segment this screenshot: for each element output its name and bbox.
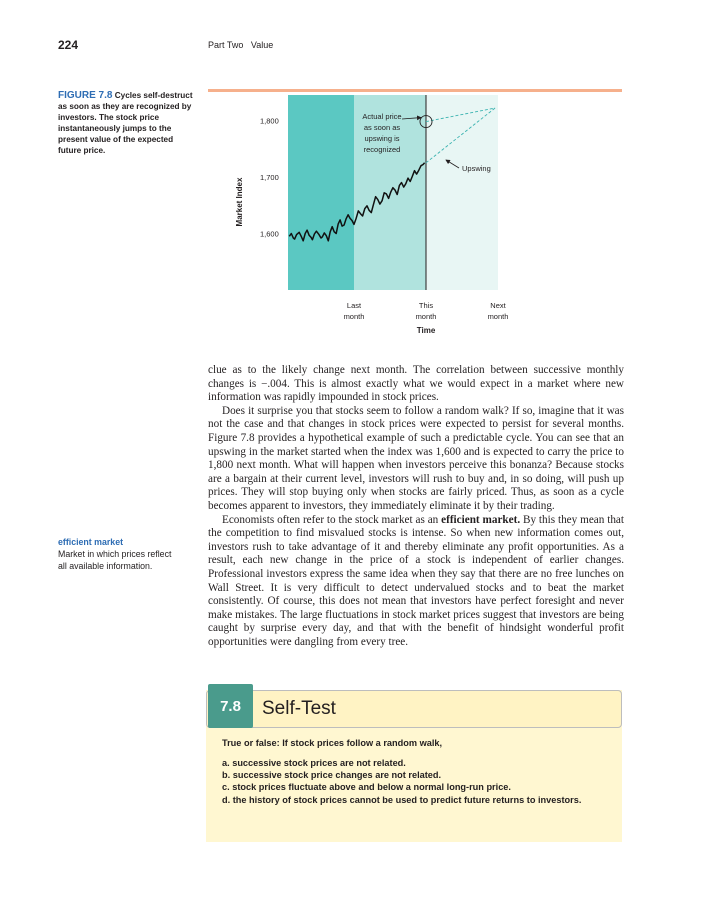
y-tick-label: 1,600 xyxy=(260,229,279,239)
section-label: Value xyxy=(250,40,274,50)
self-test-options xyxy=(222,757,614,806)
figure-caption xyxy=(58,90,198,156)
x-tick-label: month xyxy=(415,312,437,321)
paragraph: Does it surprise you that stocks seem to follow a random walk? If so, imagine that it was not the case and that changes in stock prices were expected to persist for several months. Figure 7.8 provides a hypothetical example of such a predictable cycle. You can see that an upswing in the market started when the index was 1,600 and is expected to carry the price to 1,800 next month. What will happen when investors perceive this bonanza? Because stocks are a bargain at their current level, investors will rush to buy and, in so doing, will push up prices. They will stop buying only when stocks are fairly priced. Thus, as soon as a cycle becomes apparent to investors, they immediately eliminate it by their trading. xyxy=(208,404,624,512)
x-tick-label: Next xyxy=(490,301,506,310)
x-tick-label: This xyxy=(418,301,434,310)
glossary-term: efficient market xyxy=(58,537,124,547)
x-tick-label: month xyxy=(343,312,365,321)
page-number: 224 xyxy=(58,38,79,52)
self-test-option: a. successive stock prices are not related. xyxy=(222,758,406,768)
shaded-region-2 xyxy=(426,95,498,290)
part-label: Part Two xyxy=(208,40,244,50)
self-test-question: True or false: If stock prices follow a random walk, xyxy=(222,738,443,748)
y-tick-label: 1,800 xyxy=(260,116,279,126)
annotation-line: as soon as xyxy=(363,123,401,132)
self-test-title: Self-Test xyxy=(262,698,336,719)
paragraph xyxy=(208,514,624,650)
x-tick-label: Last xyxy=(346,301,362,310)
annotation-line: upswing is xyxy=(364,134,400,143)
x-tick-label: month xyxy=(487,312,509,321)
paragraph-text: Economists often refer to the stock market as an xyxy=(222,513,442,526)
self-test-number: 7.8 xyxy=(208,684,253,728)
body-text xyxy=(208,364,624,649)
shaded-region-0 xyxy=(288,95,354,290)
annotation-upswing: Upswing xyxy=(462,164,491,173)
figure-label: FIGURE 7.8 xyxy=(58,90,113,101)
running-header xyxy=(208,40,273,50)
margin-glossary xyxy=(58,536,178,572)
self-test-option: b. successive stock price changes are not related. xyxy=(222,770,442,781)
y-axis-label: Market Index xyxy=(235,177,244,227)
annotation-line: recognized xyxy=(363,145,401,154)
self-test-option: c. stock prices fluctuate above and below a normal long-run price. xyxy=(222,782,511,793)
annotation-line: Actual price xyxy=(362,112,402,121)
paragraph: clue as to the likely change next month. The correlation between successive monthly changes is −.004. This is almost exactly what we would expect in a market where new information was rapidly impounded in stock prices. xyxy=(208,364,624,404)
key-term: efficient market. xyxy=(441,513,521,526)
paragraph-text: By this they mean that the competition to find misvalued stocks is intense. So when new information comes out, investors rush to take advantage of it and thereby eliminate any profit opportunities. As a result, each new change in the price of a stock is independent of earlier changes. Professional investors express the same idea when they say that there are no free lunches on Wall Street. It is very difficult to detect undervalued stocks and to beat the market consistently. Of course, this does not mean that investors have perfect foresight and never make mistakes. The large fluctuations in stock market prices suggest that investors are being caught by surprise every day, and that with the benefit of hindsight wonderful profit opportunities were dangling from every tree. xyxy=(208,513,624,648)
self-test-option: d. the history of stock prices cannot be used to predict future returns to investors. xyxy=(222,794,582,805)
x-axis-label: Time xyxy=(416,326,436,335)
y-tick-label: 1,700 xyxy=(260,172,279,182)
glossary-definition: Market in which prices reflect all available information. xyxy=(58,549,172,571)
market-index-chart xyxy=(204,85,624,345)
figure-caption-text: Cycles self-destruct as soon as they are recognized by investors. The stock price instantaneously jumps to the present value of the expected future price. xyxy=(58,91,193,155)
